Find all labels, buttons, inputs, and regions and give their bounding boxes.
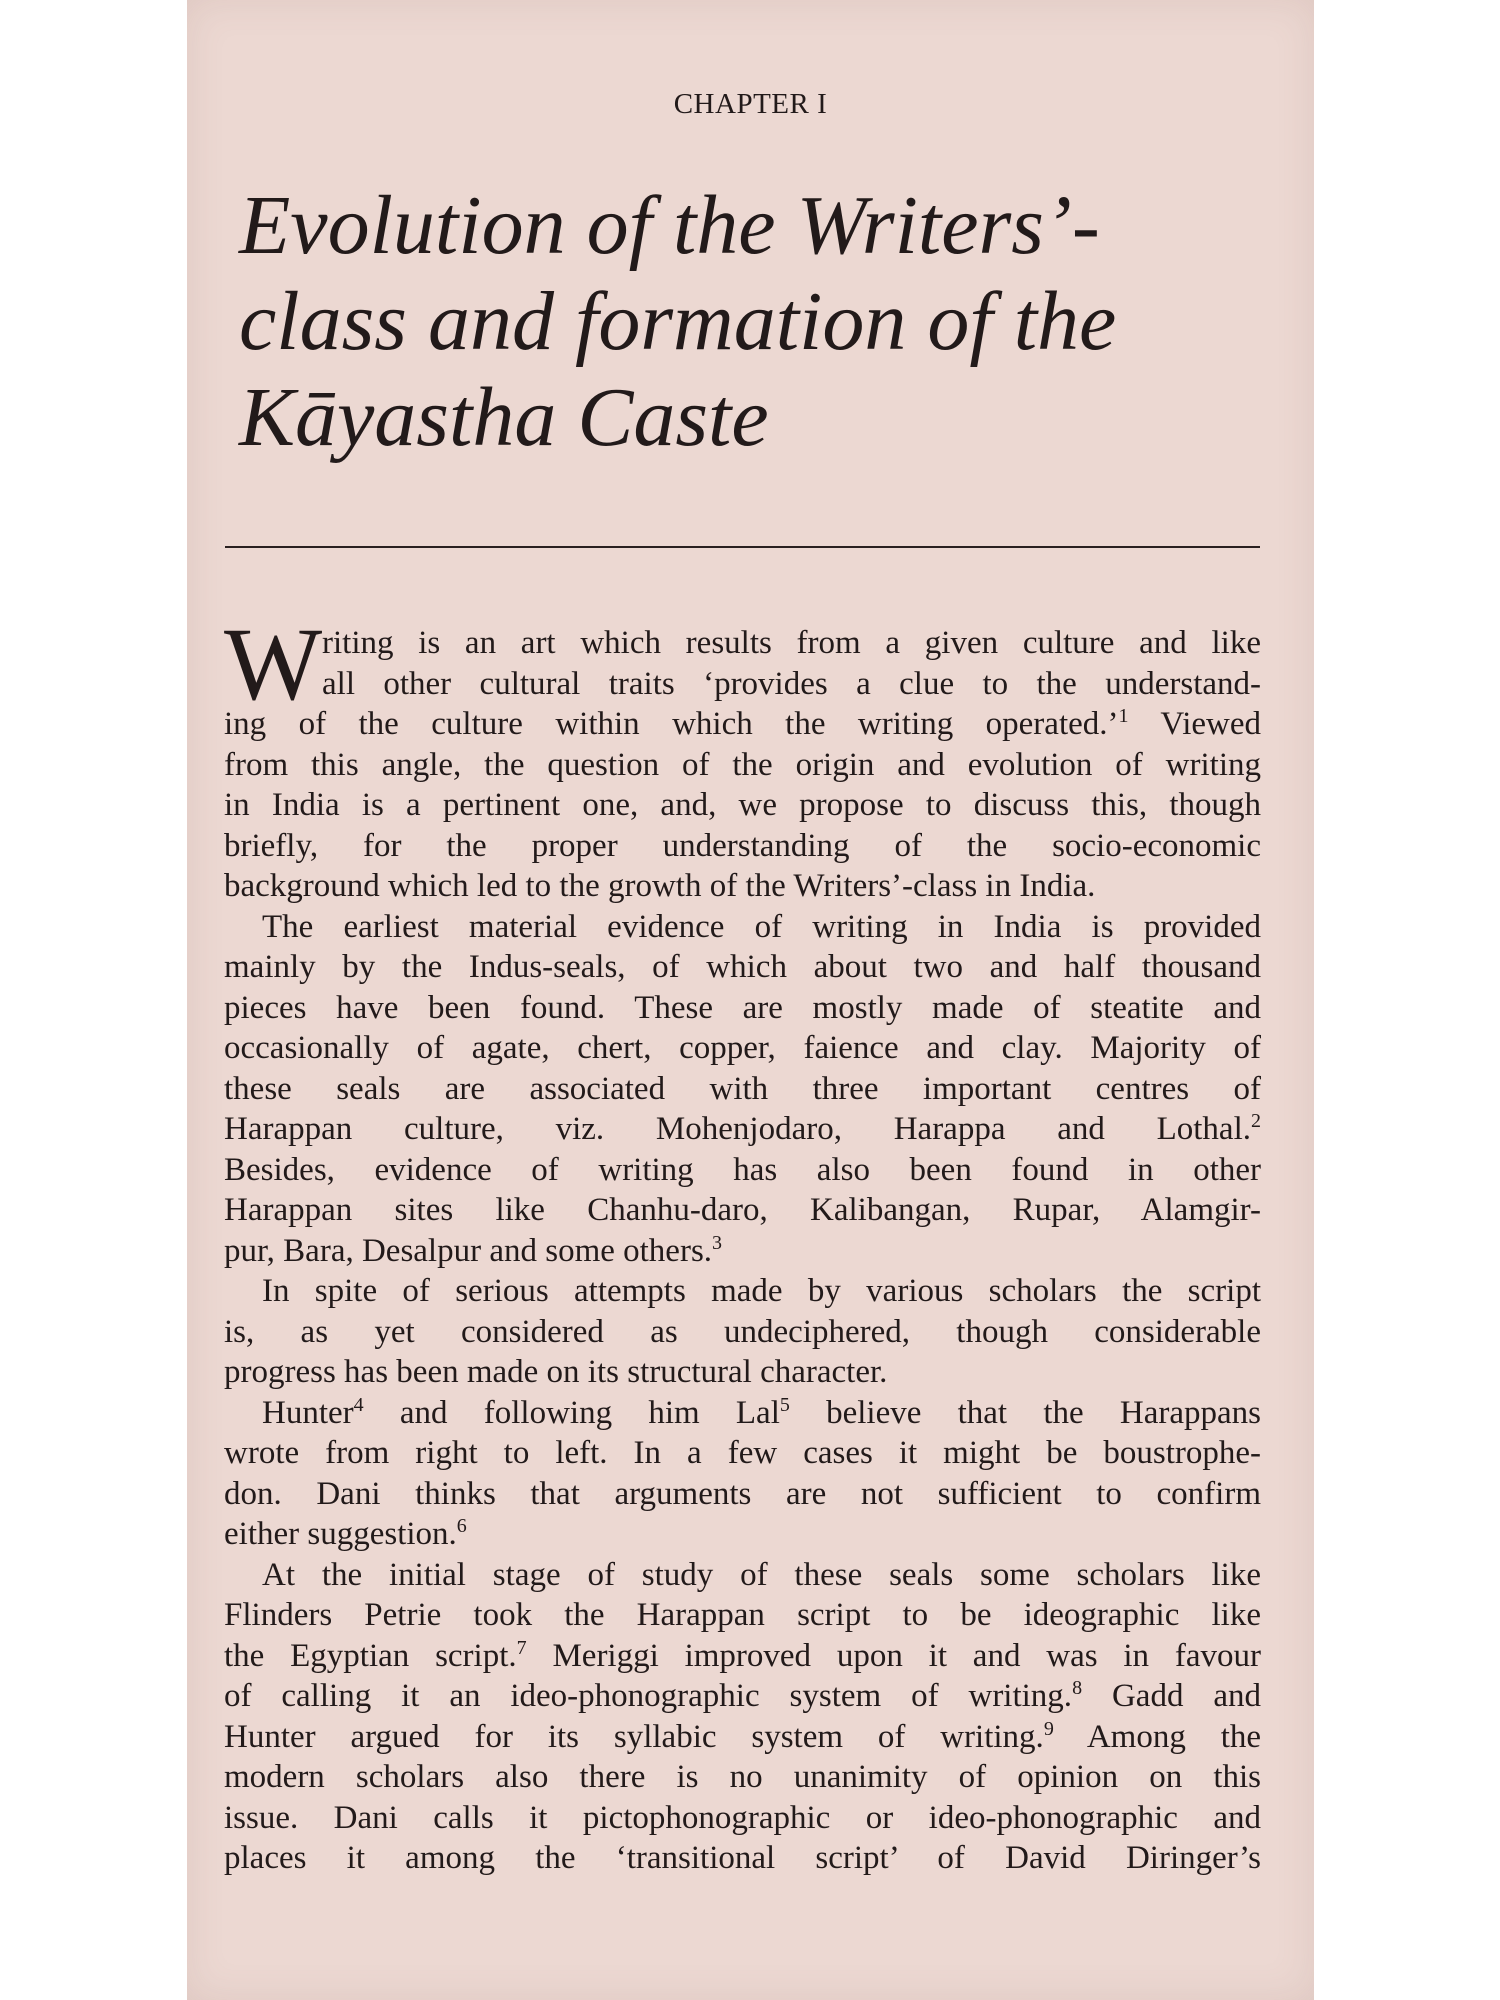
footnote-ref: 3	[712, 1231, 723, 1254]
text-line: don. Dani thinks that arguments are not sufficient to confirm	[224, 1475, 1261, 1512]
text-line	[224, 704, 1261, 745]
chapter-label: CHAPTER I	[673, 88, 828, 120]
text-line	[224, 1393, 1261, 1434]
text-fragment: of calling it an ideo-phonographic system of writing.	[224, 1678, 1073, 1714]
drop-cap: W	[224, 607, 323, 722]
paragraph	[224, 1555, 1261, 1879]
text-fragment: Viewed	[1128, 706, 1261, 742]
text-line: is, as yet considered as undeciphered, though considerable	[224, 1313, 1261, 1350]
footnote-ref: 8	[1072, 1677, 1083, 1699]
text-line: Flinders Petrie took the Harappan script to be ideographic like	[224, 1597, 1261, 1633]
text-fragment: Hunter	[262, 1394, 354, 1431]
title-divider	[225, 546, 1260, 548]
text-line	[224, 1231, 1261, 1272]
text-fragment: ing of the culture within which the writing operated.’	[224, 706, 1119, 742]
text-line: The earliest material evidence of writing in India is provided	[262, 908, 1261, 945]
text-fragment: Gadd and	[1082, 1678, 1261, 1714]
footnote-ref: 6	[456, 1515, 467, 1537]
chapter-title	[239, 178, 1299, 466]
text-line: Harappan sites like Chanhu-daro, Kalibangan, Rupar, Alamgir-	[224, 1192, 1261, 1228]
text-line: from this angle, the question of the origin and evolution of writing	[224, 746, 1261, 783]
text-line: wrote from right to left. In a few cases it might be boustrophe-	[224, 1435, 1261, 1471]
chapter-title-line: class and formation of the	[239, 275, 1117, 368]
text-line: pieces have been found. These are mostly made of steatite and	[224, 989, 1261, 1026]
text-line: At the initial stage of study of these seals some scholars like	[262, 1556, 1261, 1593]
text-line: progress has been made on its structural character.	[224, 1354, 888, 1390]
chapter-title-line: Evolution of the Writers’-	[239, 179, 1100, 272]
book-page	[187, 0, 1314, 2000]
text-line: background which led to the growth of the Writers’-class in India.	[224, 868, 1096, 904]
text-line	[224, 1636, 1261, 1677]
text-fragment: and following him Lal	[363, 1394, 780, 1431]
text-line	[224, 1717, 1261, 1758]
text-line: briefly, for the proper understanding of the socio-economic	[224, 827, 1261, 864]
paragraph	[224, 1271, 1261, 1393]
text-fragment: either suggestion.	[224, 1516, 457, 1552]
text-fragment: the Egyptian script.	[224, 1637, 517, 1674]
text-line: modern scholars also there is no unanimity of opinion on this	[224, 1759, 1261, 1795]
footnote-ref: 7	[516, 1636, 527, 1659]
text-line: places it among the ‘transitional script’ of David Diringer’s	[224, 1840, 1261, 1876]
footnote-ref: 4	[353, 1393, 364, 1416]
footnote-ref: 5	[779, 1393, 790, 1416]
text-fragment: Hunter argued for its syllabic system of writing.	[224, 1718, 1044, 1755]
text-line: in India is a pertinent one, and, we propose to discuss this, though	[224, 787, 1261, 823]
text-line	[224, 1514, 1261, 1555]
footnote-ref: 1	[1118, 705, 1129, 727]
text-fragment: Harappan culture, viz. Mohenjodaro, Harappa and Lothal.	[224, 1111, 1251, 1147]
text-fragment: Among the	[1053, 1718, 1262, 1755]
text-line: riting is an art which results from a given culture and like	[322, 625, 1261, 661]
text-fragment: pur, Bara, Desalpur and some others.	[224, 1232, 713, 1269]
text-line	[224, 1676, 1261, 1717]
text-line	[224, 1109, 1261, 1150]
text-line: occasionally of agate, chert, copper, faience and clay. Majority of	[224, 1030, 1261, 1066]
paragraph	[224, 907, 1261, 1272]
text-fragment: Meriggi improved upon it and was in favour	[526, 1637, 1261, 1674]
text-line: issue. Dani calls it pictophonographic or ideo-phonographic and	[224, 1799, 1261, 1836]
text-line: Besides, evidence of writing has also been found in other	[224, 1151, 1261, 1188]
chapter-title-line: Kāyastha Caste	[239, 371, 769, 464]
paragraph	[224, 1393, 1261, 1555]
paragraph	[224, 607, 1261, 907]
text-line: In spite of serious attempts made by various scholars the script	[262, 1273, 1261, 1309]
text-fragment: believe that the Harappans	[789, 1394, 1261, 1431]
text-line: mainly by the Indus-seals, of which about two and half thousand	[224, 949, 1261, 985]
footnote-ref: 2	[1251, 1110, 1261, 1132]
text-line: these seals are associated with three important centres of	[224, 1070, 1261, 1107]
body-text	[224, 607, 1262, 1879]
footnote-ref: 9	[1043, 1717, 1054, 1740]
text-line: all other cultural traits ‘provides a clue to the understand-	[322, 665, 1261, 702]
